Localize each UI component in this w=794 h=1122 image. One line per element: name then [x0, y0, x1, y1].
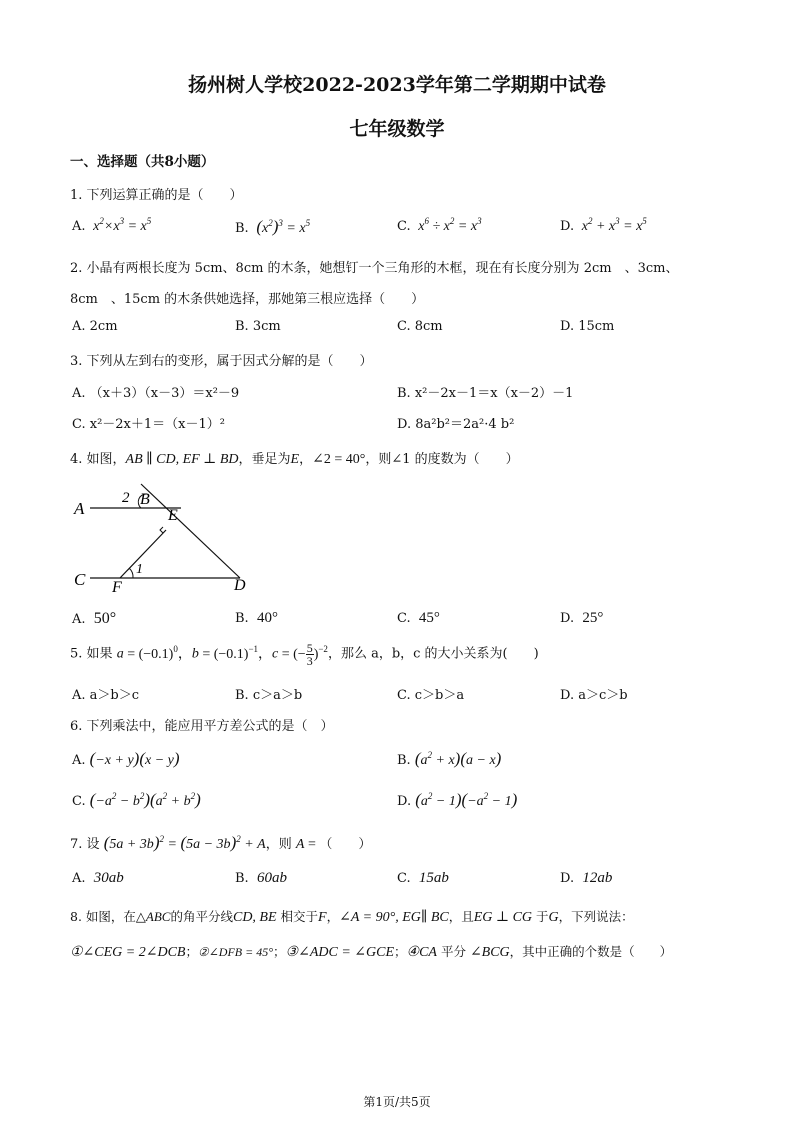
q4-option-b: B. 40° [235, 610, 278, 626]
q5-option-d: D. a＞c＞b [560, 688, 628, 703]
section-title: 一、选择题（共8小题） [70, 154, 215, 170]
q3-option-c: C. x²－2x＋1＝（x－1）² [72, 417, 225, 432]
page-footer: 第1页/共5页 [363, 1095, 431, 1109]
q1-option-b-label: B. [235, 221, 249, 236]
question-1-stem: 1. 下列运算正确的是（ ） [70, 188, 243, 203]
right-angle-mark [160, 527, 163, 533]
q7-option-d: D. 12ab [560, 870, 613, 886]
q3-option-b: B. x²－2x－1＝x（x－2）－1 [397, 386, 574, 401]
q7-option-b: B. 60ab [235, 870, 287, 886]
q5-option-a: A. a＞b＞c [72, 688, 140, 703]
q1-option-d-label: D. [560, 219, 575, 234]
label-angle-2: 2 [122, 490, 130, 506]
q2-option-d: D. 15cm [560, 319, 615, 334]
q6-option-a: A. (−x + y)(x − y) [72, 749, 180, 768]
q5-option-b: B. c＞a＞b [235, 688, 303, 703]
line-fe [120, 530, 166, 578]
q1-option-b: B. $(x^2)^3 = x^5$ [235, 217, 311, 236]
q6-option-c: C. $(-a^2 - b^2)(a^2 + b^2)$ [72, 790, 201, 809]
q1-option-c-label: C. [397, 219, 411, 234]
q4-geometry-figure [68, 482, 268, 594]
label-a: A [74, 499, 85, 518]
q2-option-c: C. 8cm [397, 319, 443, 334]
label-angle-1: 1 [136, 562, 143, 577]
q7-option-c: C. 15ab [397, 870, 449, 886]
label-e: E [168, 507, 178, 524]
line-bd [141, 484, 240, 578]
question-7-stem: 7. 设 $(5a + 3b)^2 = (5a - 3b)^2 + A$，则 A = （ ） [70, 833, 372, 852]
question-6-stem: 6. 下列乘法中，能应用平方差公式的是（ ） [70, 719, 334, 734]
question-4-stem: 4. 如图，AB ∥ CD, EF ⊥ BD，垂足为E，∠2 = 40°，则∠1 的度数为（ ） [70, 452, 519, 467]
question-3-stem: 3. 下列从左到右的变形，属于因式分解的是（ ） [70, 354, 373, 369]
q1-option-d: D. $x^2 + x^3 = x^5$ [560, 216, 647, 234]
label-d: D [234, 577, 246, 594]
q5-option-c: C. c＞b＞a [397, 688, 465, 703]
exam-subtitle: 七年级数学 [349, 118, 445, 140]
angle-1-arc [129, 568, 133, 578]
q2-option-b: B. 3cm [235, 319, 281, 334]
q3-option-a: A. （x＋3）（x－3）＝x²－9 [72, 386, 240, 401]
label-f: F [112, 579, 122, 594]
q3-option-d: D. 8a²b²＝2a²·4 b² [397, 417, 515, 432]
q7-option-a: A. 30ab [72, 870, 124, 886]
q1-option-a-label: A. [72, 219, 86, 234]
question-8-stem-line1: 8. 如图，在△ABC的角平分线CD, BE 相交于F，∠A = 90°, EG∥ BC，且EG ⊥ CG 于G，下列说法： [70, 909, 634, 925]
question-5-stem: 5. 如果 $a = (-0.1)^0$，$b = (-0.1)^{-1}$，c = (− $\frac{5}{3}$ )$^{-2}$，那么 a，b，c 的大小关系为( ) [70, 641, 539, 668]
exam-title: 扬州树人学校2022-2023学年第二学期期中试卷 [188, 74, 606, 96]
q2-option-a: A. 2cm [72, 319, 118, 334]
question-2-stem-line2: 8cm 、15cm 的木条供她选择，那她第三根应选择（ ） [70, 292, 425, 307]
q1-option-c: C. $x^6 \div x^2 = x^3$ [397, 216, 482, 234]
q4-option-a: A. 50° [72, 610, 117, 627]
q6-option-d: D. $(a^2 - 1)(-a^2 - 1)$ [397, 790, 518, 809]
question-2-stem-line1: 2. 小晶有两根长度为 5cm、8cm 的木条，她想钉一个三角形的木框，现在有长度分别为 2cm 、3cm、 [70, 261, 679, 276]
q6-option-b: B. $(a^2 + x)(a - x)$ [397, 749, 502, 768]
label-c: C [74, 570, 86, 589]
q1-option-a: A. $x^2\times x^3 = x^5$ [72, 216, 152, 234]
q4-option-d: D. 25° [560, 610, 604, 626]
question-8-stem-line2: ①∠CEG = 2∠DCB；②∠DFB = 45°；③∠ADC = ∠GCE；④CA 平分 ∠BCG，其中正确的个数是（ ） [70, 944, 673, 960]
label-b: B [140, 491, 150, 508]
q4-option-c: C. 45° [397, 610, 440, 626]
